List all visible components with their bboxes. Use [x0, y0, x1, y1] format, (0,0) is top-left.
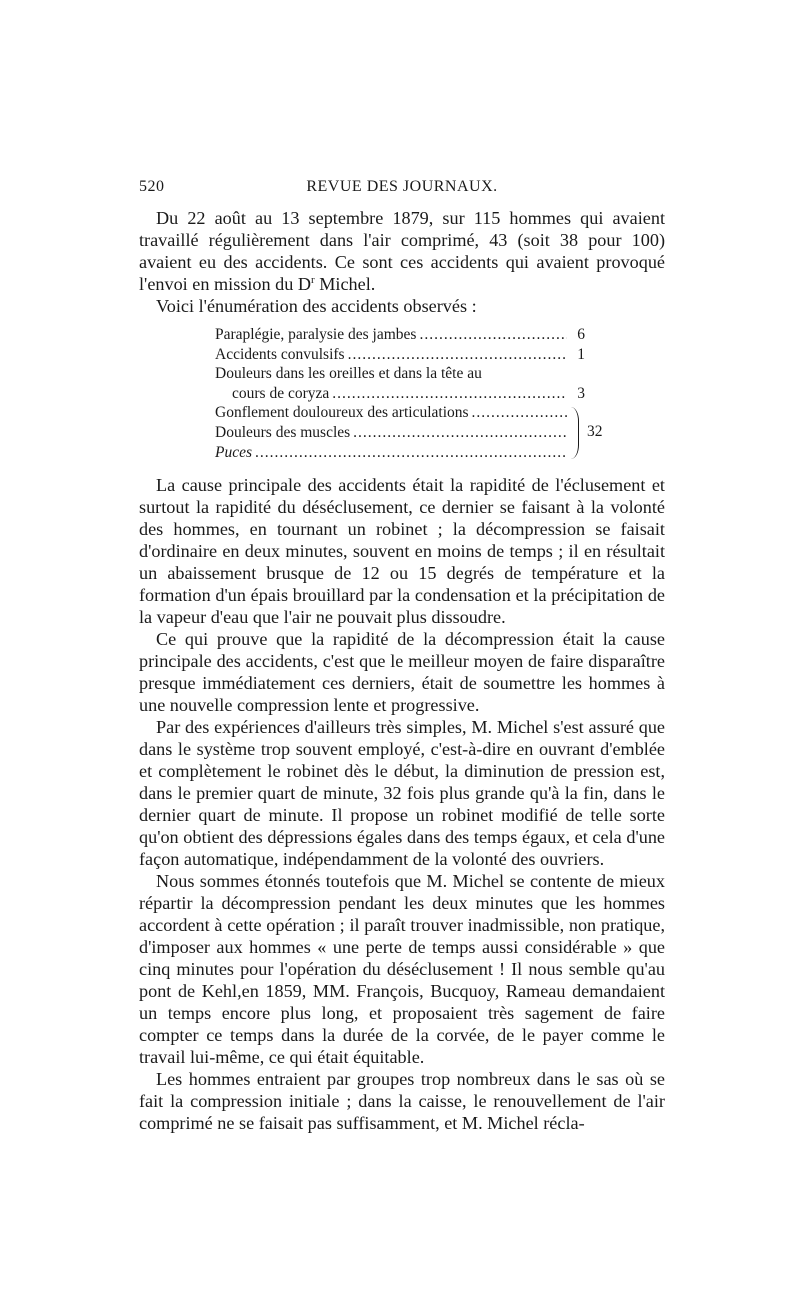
list-item-value: 3 — [577, 384, 585, 402]
paragraph: Par des expériences d'ailleurs très simples, M. Michel s'est assuré que dans le système trop souvent employé, c'est-à-dire en ouvrant d'emblée et complètement le robinet dès le début, la diminution de pression est, dans le premier quart de minute, 32 fois plus grande qu'à la fin, dans le dernier quart de minute. Il propose un robinet modifié de telle sorte qu'on obtient des dépressions égales dans des temps égaux, et cela d'une façon automatique, indépendamment de la volonté des ouvriers. — [139, 717, 665, 870]
running-title: REVUE DES JOURNAUX. — [306, 178, 498, 195]
dot-leader — [329, 384, 567, 404]
list-item-value: 1 — [577, 345, 585, 363]
dot-leader — [345, 345, 567, 365]
paragraph: Les hommes entraient par groupes trop nombreux dans le sas où se fait la compression initiale ; dans la caisse, le renouvellement de l'air comprimé ne se faisait pas suffisamment, et M. Michel récla- — [139, 1069, 665, 1134]
paragraph: Ce qui prouve que la rapidité de la décompression était la cause principale des accidents, c'est que le meilleur moyen de faire disparaître presque immédiatement ces derniers, était de soumettre les hommes à une nouvelle compression lente et progressive. — [139, 629, 665, 716]
dot-leader — [252, 443, 567, 463]
accident-list — [215, 325, 603, 462]
article-body — [139, 207, 665, 1134]
superscript-r: r — [311, 273, 315, 286]
list-item: Douleurs dans les oreilles et dans la tête au — [215, 365, 482, 383]
list-item: Gonflement douloureux des articulations ..... — [215, 403, 585, 423]
grouped-value: 32 — [587, 423, 603, 441]
list-item: Puces ..... — [215, 443, 585, 463]
grouped-items — [215, 403, 603, 462]
list-item-continuation: cours de coryza ..... 3 — [215, 384, 585, 404]
list-item: Douleurs des muscles ..... — [215, 423, 585, 443]
paragraph: La cause principale des accidents était la rapidité de l'éclusement et surtout la rapidité du déséclusement, ce dernier se faisant à la volonté des hommes, en tournant un robinet ; la décompression se faisait d'ordinaire en deux minutes, souvent en moins de temps ; il en résultait un abaissement brusque de 12 ou 15 degrés de température et la formation d'un épais brouillard par la condensation et la précipitation de la vapeur d'eau que l'air ne pouvait plus dissoudre. — [139, 475, 665, 628]
list-item-value: 6 — [577, 326, 585, 343]
dot-leader — [350, 423, 567, 443]
paragraph-list-intro: Voici l'énumération des accidents observés : — [156, 296, 477, 316]
page-header — [139, 178, 665, 204]
dot-leader — [469, 403, 567, 423]
dot-leader — [416, 325, 567, 345]
list-item: Accidents convulsifs ..... 1 — [215, 345, 585, 365]
paragraph-intro: Du 22 août au 13 septembre 1879, sur 115 hommes qui avaient travaillé régulièrement dans l'air comprimé, 43 (soit 38 pour 100) avaient eu des accidents. Ce sont ces accidents qui avaient provoqué l'envoi en mission du $D^r$ Michel. — [139, 208, 665, 294]
page-number: 520 — [139, 178, 165, 195]
list-item: Paraplégie, paralysie des jambes ..... 6 — [215, 325, 585, 345]
paragraph: Nous sommes étonnés toutefois que M. Michel se contente de mieux répartir la décompression pendant les deux minutes que les hommes accordent à cette opération ; il paraît trouver inadmissible, non pratique, d'imposer aux hommes « une perte de temps aussi considérable » que cinq minutes pour l'opération du déséclusement ! Il nous semble qu'au pont de Kehl,en 1859, MM. François, Bucquoy, Rameau demandaient un temps encore plus long, et proposaient très sagement de faire compter ce temps dans la durée de la corvée, de le payer comme le travail lui-même, ce qui était équitable. — [139, 871, 665, 1068]
right-brace — [570, 407, 579, 459]
